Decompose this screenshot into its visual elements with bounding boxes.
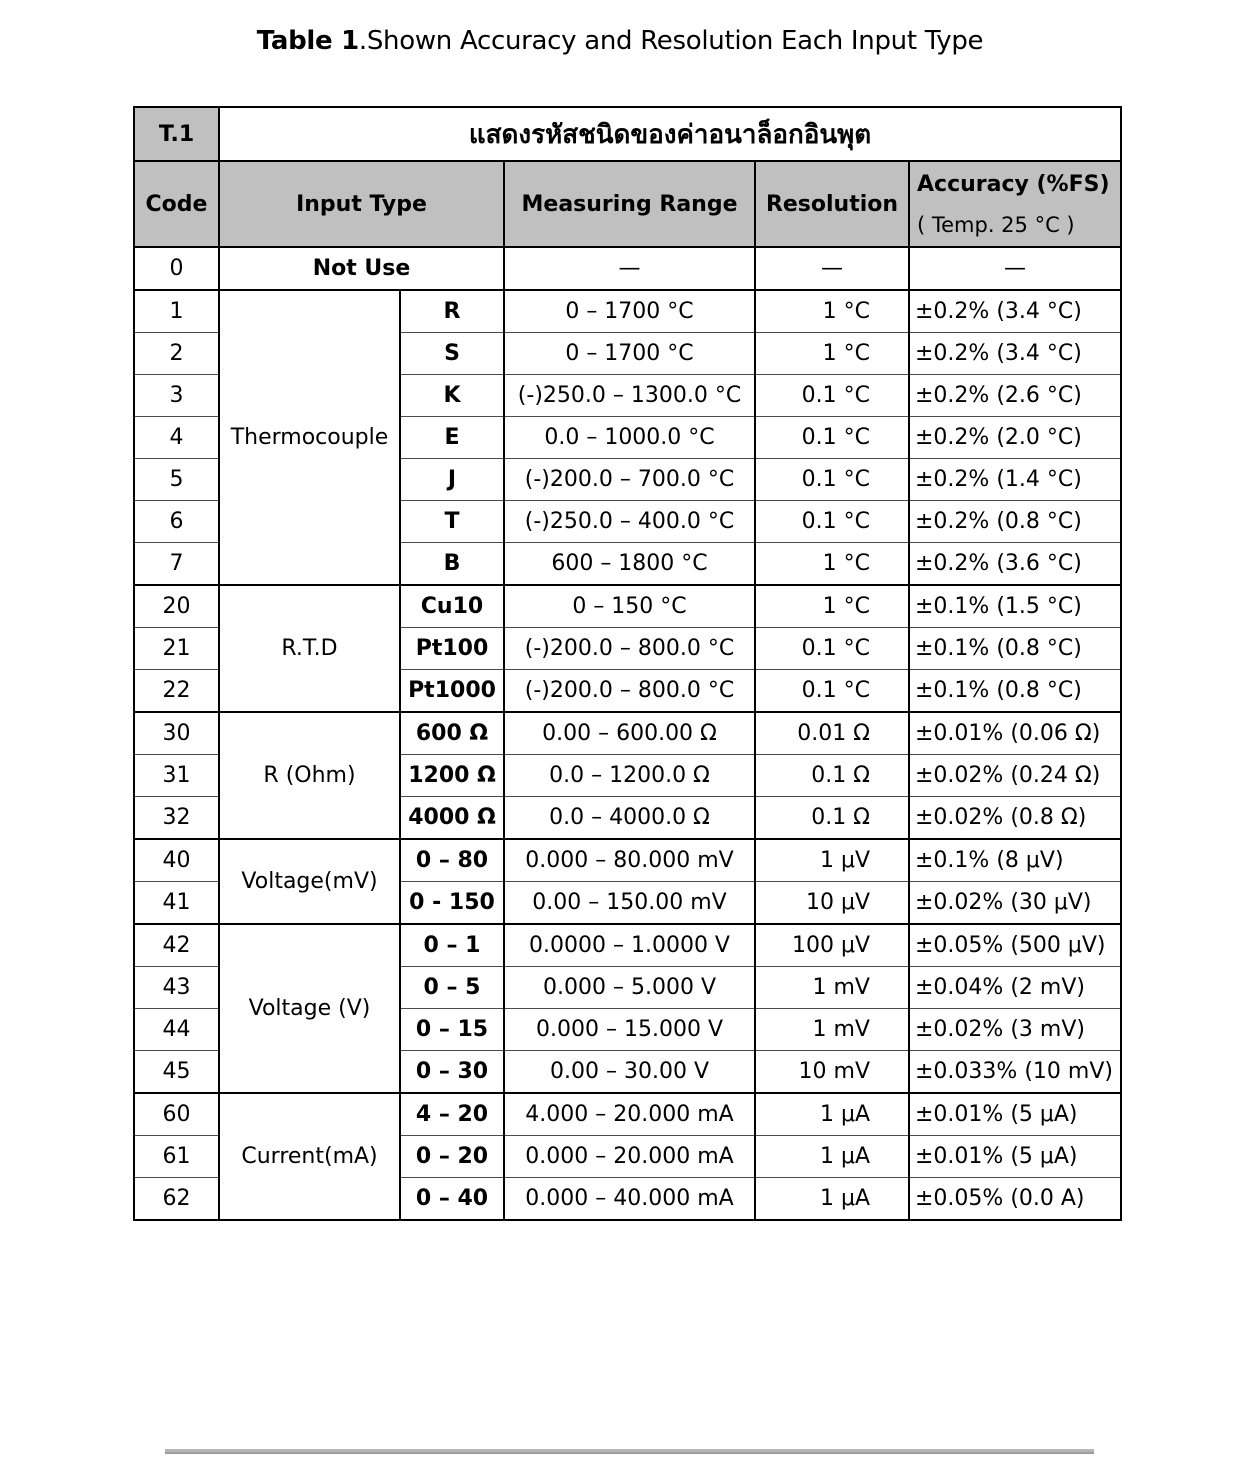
measuring-range-cell: (-)200.0 – 800.0 °C <box>504 670 755 713</box>
code-cell: 22 <box>134 670 219 713</box>
resolution-cell: 0.01 Ω <box>755 712 909 755</box>
code-cell: 40 <box>134 839 219 882</box>
subtype-cell: Pt1000 <box>400 670 504 713</box>
table-row <box>134 839 1121 882</box>
measuring-range-cell: 0.00 – 150.00 mV <box>504 882 755 925</box>
measuring-range-cell: 0.000 – 5.000 V <box>504 967 755 1009</box>
header-accuracy-line2: ( Temp. 25 °C ) <box>917 212 1075 237</box>
accuracy-cell: ±0.05% (500 μV) <box>909 924 1121 967</box>
header-measuring-range: Measuring Range <box>504 161 755 247</box>
accuracy-cell: ±0.2% (3.6 °C) <box>909 543 1121 586</box>
code-cell: 45 <box>134 1051 219 1094</box>
resolution-cell: 0.1 °C <box>755 375 909 417</box>
code-cell: 42 <box>134 924 219 967</box>
resolution-cell: — <box>755 247 909 290</box>
header-accuracy-line1: Accuracy (%FS) <box>917 171 1110 197</box>
subtype-cell: 0 – 5 <box>400 967 504 1009</box>
subtype-cell: 0 – 15 <box>400 1009 504 1051</box>
subtype-cell: S <box>400 333 504 375</box>
resolution-cell: 10 μV <box>755 882 909 925</box>
accuracy-cell: ±0.1% (1.5 °C) <box>909 585 1121 628</box>
resolution-cell: 1 °C <box>755 585 909 628</box>
accuracy-cell: ±0.01% (5 μA) <box>909 1136 1121 1178</box>
resolution-cell: 0.1 °C <box>755 670 909 713</box>
subtype-cell: T <box>400 501 504 543</box>
table-row <box>134 290 1121 333</box>
accuracy-cell: ±0.01% (0.06 Ω) <box>909 712 1121 755</box>
measuring-range-cell: 0.000 – 80.000 mV <box>504 839 755 882</box>
accuracy-cell: — <box>909 247 1121 290</box>
accuracy-cell: ±0.2% (1.4 °C) <box>909 459 1121 501</box>
measuring-range-cell: 0 – 150 °C <box>504 585 755 628</box>
resolution-cell: 10 mV <box>755 1051 909 1094</box>
measuring-range-cell: 4.000 – 20.000 mA <box>504 1093 755 1136</box>
subtype-cell: K <box>400 375 504 417</box>
subtype-cell: 4000 Ω <box>400 797 504 840</box>
subtype-cell: 4 – 20 <box>400 1093 504 1136</box>
table-tag-cell: T.1 <box>134 107 219 161</box>
subtype-cell: 0 - 150 <box>400 882 504 925</box>
subtype-cell: 0 – 20 <box>400 1136 504 1178</box>
accuracy-cell: ±0.1% (0.8 °C) <box>909 628 1121 670</box>
code-cell: 20 <box>134 585 219 628</box>
code-cell: 7 <box>134 543 219 586</box>
table-row <box>134 924 1121 967</box>
subtype-cell: 0 – 30 <box>400 1051 504 1094</box>
measuring-range-cell: 0.0 – 1200.0 Ω <box>504 755 755 797</box>
code-cell: 41 <box>134 882 219 925</box>
input-type-category-cell: Voltage(mV) <box>219 839 400 924</box>
input-type-category-cell: Voltage (V) <box>219 924 400 1093</box>
accuracy-cell: ±0.01% (5 μA) <box>909 1093 1121 1136</box>
page-title <box>0 26 1240 56</box>
footer-rule <box>165 1449 1094 1454</box>
accuracy-cell: ±0.2% (3.4 °C) <box>909 290 1121 333</box>
measuring-range-cell: 0 – 1700 °C <box>504 333 755 375</box>
measuring-range-cell: (-)200.0 – 800.0 °C <box>504 628 755 670</box>
not-use-cell: Not Use <box>219 247 504 290</box>
accuracy-cell: ±0.033% (10 mV) <box>909 1051 1121 1094</box>
subtype-cell: B <box>400 543 504 586</box>
code-cell: 43 <box>134 967 219 1009</box>
code-cell: 61 <box>134 1136 219 1178</box>
measuring-range-cell: (-)250.0 – 1300.0 °C <box>504 375 755 417</box>
subtype-cell: 1200 Ω <box>400 755 504 797</box>
table-row <box>134 247 1121 290</box>
code-cell: 60 <box>134 1093 219 1136</box>
accuracy-cell: ±0.02% (0.24 Ω) <box>909 755 1121 797</box>
subtype-cell: E <box>400 417 504 459</box>
measuring-range-cell: 0.0 – 4000.0 Ω <box>504 797 755 840</box>
code-cell: 21 <box>134 628 219 670</box>
measuring-range-cell: (-)250.0 – 400.0 °C <box>504 501 755 543</box>
resolution-cell: 0.1 °C <box>755 459 909 501</box>
accuracy-cell: ±0.04% (2 mV) <box>909 967 1121 1009</box>
resolution-cell: 1 μA <box>755 1093 909 1136</box>
subtype-cell: 0 – 40 <box>400 1178 504 1221</box>
accuracy-cell: ±0.2% (2.6 °C) <box>909 375 1121 417</box>
header-accuracy <box>909 161 1121 247</box>
subtype-cell: J <box>400 459 504 501</box>
page-title-rest: .Shown Accuracy and Resolution Each Input Type <box>358 26 984 56</box>
resolution-cell: 1 μA <box>755 1136 909 1178</box>
resolution-cell: 0.1 °C <box>755 501 909 543</box>
code-cell: 2 <box>134 333 219 375</box>
subtype-cell: Cu10 <box>400 585 504 628</box>
code-cell: 31 <box>134 755 219 797</box>
accuracy-cell: ±0.02% (30 μV) <box>909 882 1121 925</box>
accuracy-cell: ±0.02% (3 mV) <box>909 1009 1121 1051</box>
measuring-range-cell: (-)200.0 – 700.0 °C <box>504 459 755 501</box>
code-cell: 4 <box>134 417 219 459</box>
resolution-cell: 0.1 Ω <box>755 797 909 840</box>
accuracy-cell: ±0.1% (0.8 °C) <box>909 670 1121 713</box>
table-row <box>134 712 1121 755</box>
column-header-row <box>134 161 1121 247</box>
code-cell: 0 <box>134 247 219 290</box>
input-type-category-cell: R.T.D <box>219 585 400 712</box>
measuring-range-cell: 0.00 – 30.00 V <box>504 1051 755 1094</box>
header-resolution: Resolution <box>755 161 909 247</box>
measuring-range-cell: 0.000 – 40.000 mA <box>504 1178 755 1221</box>
accuracy-cell: ±0.1% (8 μV) <box>909 839 1121 882</box>
table-row <box>134 1093 1121 1136</box>
resolution-cell: 100 μV <box>755 924 909 967</box>
code-cell: 30 <box>134 712 219 755</box>
measuring-range-cell: 0.000 – 20.000 mA <box>504 1136 755 1178</box>
accuracy-cell: ±0.05% (0.0 A) <box>909 1178 1121 1221</box>
resolution-cell: 1 mV <box>755 967 909 1009</box>
input-type-category-cell: Current(mA) <box>219 1093 400 1220</box>
code-cell: 44 <box>134 1009 219 1051</box>
accuracy-cell: ±0.2% (3.4 °C) <box>909 333 1121 375</box>
resolution-cell: 0.1 Ω <box>755 755 909 797</box>
resolution-cell: 1 °C <box>755 333 909 375</box>
measuring-range-cell: 0 – 1700 °C <box>504 290 755 333</box>
measuring-range-cell: 0.0000 – 1.0000 V <box>504 924 755 967</box>
code-cell: 1 <box>134 290 219 333</box>
resolution-cell: 1 °C <box>755 290 909 333</box>
code-cell: 5 <box>134 459 219 501</box>
page-title-bold: Table 1 <box>256 26 359 56</box>
resolution-cell: 0.1 °C <box>755 417 909 459</box>
resolution-cell: 1 °C <box>755 543 909 586</box>
accuracy-cell: ±0.02% (0.8 Ω) <box>909 797 1121 840</box>
table-tag-row <box>134 107 1121 161</box>
header-input-type: Input Type <box>219 161 504 247</box>
code-cell: 32 <box>134 797 219 840</box>
table-row <box>134 585 1121 628</box>
resolution-cell: 0.1 °C <box>755 628 909 670</box>
code-cell: 62 <box>134 1178 219 1221</box>
input-type-category-cell: R (Ohm) <box>219 712 400 839</box>
measuring-range-cell: 0.000 – 15.000 V <box>504 1009 755 1051</box>
table-body <box>134 247 1121 1220</box>
measuring-range-cell: — <box>504 247 755 290</box>
resolution-cell: 1 mV <box>755 1009 909 1051</box>
table-caption-thai: แสดงรหัสชนิดของค่าอนาล็อกอินพุต <box>219 107 1121 161</box>
accuracy-cell: ±0.2% (2.0 °C) <box>909 417 1121 459</box>
header-code: Code <box>134 161 219 247</box>
accuracy-resolution-table <box>133 106 1122 1221</box>
measuring-range-cell: 0.00 – 600.00 Ω <box>504 712 755 755</box>
code-cell: 3 <box>134 375 219 417</box>
subtype-cell: Pt100 <box>400 628 504 670</box>
resolution-cell: 1 μA <box>755 1178 909 1221</box>
subtype-cell: 0 – 80 <box>400 839 504 882</box>
accuracy-cell: ±0.2% (0.8 °C) <box>909 501 1121 543</box>
measuring-range-cell: 0.0 – 1000.0 °C <box>504 417 755 459</box>
subtype-cell: 0 – 1 <box>400 924 504 967</box>
subtype-cell: 600 Ω <box>400 712 504 755</box>
subtype-cell: R <box>400 290 504 333</box>
code-cell: 6 <box>134 501 219 543</box>
measuring-range-cell: 600 – 1800 °C <box>504 543 755 586</box>
input-type-category-cell: Thermocouple <box>219 290 400 585</box>
resolution-cell: 1 μV <box>755 839 909 882</box>
